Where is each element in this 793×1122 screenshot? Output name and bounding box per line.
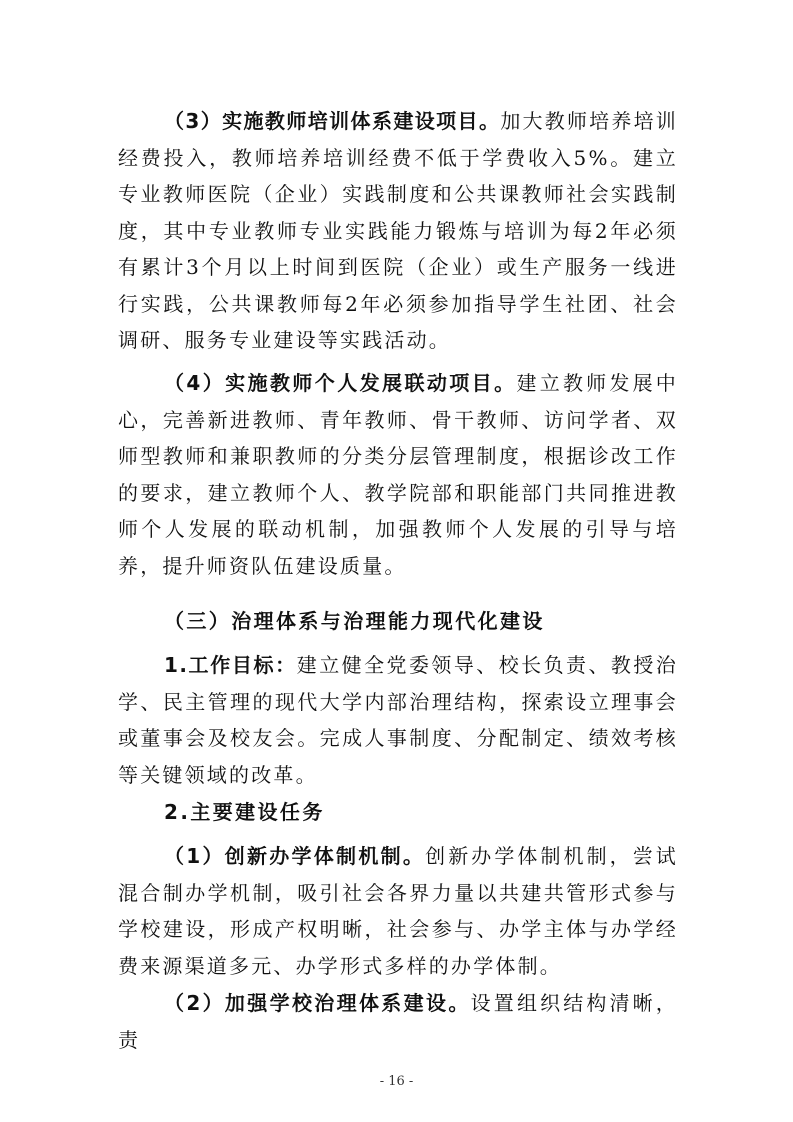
paragraph-work-goal	[118, 647, 678, 793]
paragraph-innovate-system	[118, 838, 678, 984]
paragraph-title: 1.工作目标：	[164, 653, 297, 677]
paragraph-teacher-development	[118, 365, 678, 584]
paragraph-body: 建立健全党委领导、校长负责、教授治学、民主管理的现代大学内部治理结构，探索设立理事会或董事会及校友会。完成人事制度、分配制定、绩效考核等关键领域的改革。	[118, 653, 678, 787]
paragraph-title: （4）实施教师个人发展联动项目。	[164, 371, 517, 395]
page-number: - 16 -	[379, 1074, 414, 1089]
paragraph-title: （3）实施教师培训体系建设项目。	[164, 109, 501, 133]
paragraph-governance	[118, 985, 678, 1058]
subsection-heading: 2.主要建设任务	[164, 800, 325, 824]
paragraph-body: 创新办学体制机制，尝试混合制办学机制，吸引社会各界力量以共建共管形式参与学校建设，形成产权明晰，社会参与、办学主体与办学经费来源渠道多元、办学形式多样的办学体制。	[118, 844, 678, 978]
paragraph-title: （2）加强学校治理体系建设。	[164, 991, 471, 1015]
paragraph-body: 设置组织结构清晰，责	[118, 991, 678, 1052]
paragraph-body: 建立教师发展中心，完善新进教师、青年教师、骨干教师、访问学者、双师型教师和兼职教师的分类分层管理制度，根据诊改工作的要求，建立教师个人、教学院部和职能部门共同推进教师个人发展的联动机制，加强教师个人发展的引导与培养，提升师资队伍建设质量。	[118, 371, 678, 578]
paragraph-teacher-training	[118, 103, 678, 359]
section-heading: （三）治理体系与治理能力现代化建设	[164, 609, 545, 633]
paragraph-body: 加大教师培养培训经费投入，教师培养培训经费不低于学费收入5%。建立专业教师医院（企业）实践制度和公共课教师社会实践制度，其中专业教师专业实践能力锻炼与培训为每2年必须有累计3个月以上时间到医院（企业）或生产服务一线进行实践，公共课教师每2年必须参加指导学生社团、社会调研、服务专业建设等实践活动。	[118, 109, 678, 352]
paragraph-title: （1）创新办学体制机制。	[164, 844, 426, 868]
